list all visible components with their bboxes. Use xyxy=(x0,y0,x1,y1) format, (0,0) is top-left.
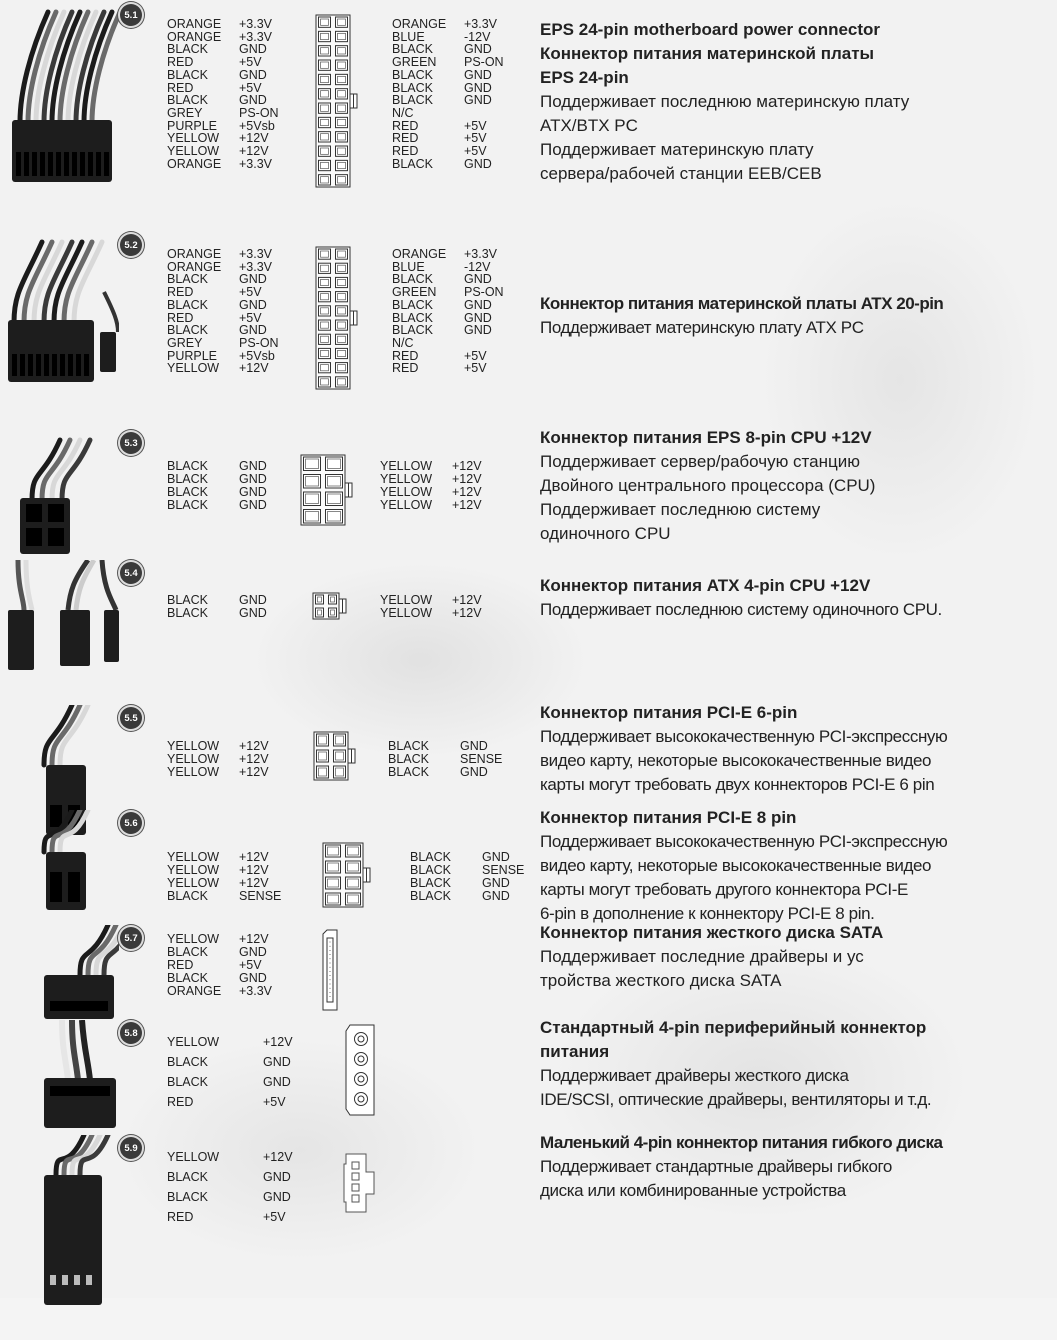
wire-color: YELLOW xyxy=(167,1150,220,1164)
wire-color: BLACK xyxy=(167,1075,208,1089)
wire-color: RED xyxy=(167,1210,194,1224)
pin-signal: GND xyxy=(464,80,492,95)
pin-signal: GND xyxy=(239,472,267,486)
pin-signal: +3.3V xyxy=(239,984,273,998)
pin-signal: PS-ON xyxy=(239,105,279,120)
pin-signal: +3.3V xyxy=(239,29,273,44)
pin-signal: +12V xyxy=(239,131,269,146)
wire-color: BLACK xyxy=(167,889,208,903)
wire-color: BLACK xyxy=(167,297,208,312)
wire-color: BLACK xyxy=(388,765,429,779)
pin-signal: +12V xyxy=(239,765,269,779)
pin-signal: +12V xyxy=(239,876,269,890)
pin-signal: GND xyxy=(239,606,267,620)
pin-signal: GND xyxy=(464,93,492,108)
pin-signal: +12V xyxy=(263,1150,293,1164)
section-number-badge: 5.2 xyxy=(120,234,142,256)
section-number-badge: 5.1 xyxy=(120,4,142,26)
pinout-diagram xyxy=(315,14,363,193)
pinout-diagram xyxy=(315,246,363,395)
pin-list-left xyxy=(167,851,299,903)
pin-signal: GND xyxy=(239,971,267,985)
pin-signal: SENSE xyxy=(460,752,503,766)
pinout-diagram xyxy=(343,1153,375,1218)
pinout-diagram xyxy=(322,929,338,1016)
wire-color: YELLOW xyxy=(167,863,220,877)
connector-description xyxy=(540,1016,1055,1112)
wire-color: ORANGE xyxy=(392,247,447,261)
pin-signal: GND xyxy=(239,93,267,108)
pin-row xyxy=(167,145,299,158)
wire-color: BLACK xyxy=(167,323,208,338)
section-number-badge: 5.6 xyxy=(120,812,142,834)
wire-color: YELLOW xyxy=(167,752,220,766)
pin-signal: GND xyxy=(464,297,492,312)
connector-title: Стандартный 4-pin периферийный коннектор питания xyxy=(540,1018,927,1061)
pin-signal: GND xyxy=(482,876,510,890)
wire-color: RED xyxy=(392,348,419,363)
pin-row xyxy=(167,248,299,261)
pinout-diagram xyxy=(312,592,352,625)
pinout-diagram-icon xyxy=(315,246,363,390)
wire-color: BLACK xyxy=(410,876,451,890)
section-number-badge: 5.4 xyxy=(120,562,142,584)
wire-color: BLACK xyxy=(410,889,451,903)
connector-section xyxy=(0,560,1057,680)
pin-signal: +3.3V xyxy=(464,247,498,261)
pin-signal: +12V xyxy=(452,498,482,512)
pin-signal: GND xyxy=(239,42,267,57)
wire-color: GREEN xyxy=(392,55,437,70)
pinout-diagram xyxy=(345,1024,375,1121)
wire-color: ORANGE xyxy=(392,17,447,31)
wire-color: BLACK xyxy=(392,310,433,325)
pin-row xyxy=(167,299,299,312)
wire-color: BLACK xyxy=(167,1190,208,1204)
wire-color: YELLOW xyxy=(167,1035,220,1049)
pin-row xyxy=(167,607,299,620)
wire-color: BLACK xyxy=(167,945,208,959)
connector-details: Поддерживает сервер/рабочую станцию Двойного центрального процессора (CPU) Поддерживает последнюю систему одиночного CPU xyxy=(540,452,876,543)
wire-color: BLUE xyxy=(392,29,425,44)
pin-signal: +12V xyxy=(239,850,269,864)
connector-description xyxy=(540,292,1055,340)
pin-signal: GND xyxy=(460,765,488,779)
pin-row xyxy=(167,1167,323,1187)
connector-description xyxy=(540,806,1055,926)
connector-section xyxy=(0,1135,1057,1295)
wire-color: YELLOW xyxy=(380,606,433,620)
wire-color: RED xyxy=(392,361,419,376)
connector-photo-icon xyxy=(4,1135,119,1335)
pin-row xyxy=(167,286,299,299)
wire-color: BLACK xyxy=(167,485,208,499)
pin-row xyxy=(380,607,512,620)
pin-list-right xyxy=(380,594,512,620)
pin-list-left xyxy=(167,740,299,779)
pin-signal: +5Vsb xyxy=(239,348,275,363)
wire-color: BLACK xyxy=(167,1170,208,1184)
wire-color: BLACK xyxy=(167,1055,208,1069)
wire-color: RED xyxy=(167,1095,194,1109)
wire-color: RED xyxy=(392,118,419,133)
connector-description xyxy=(540,18,1055,186)
wire-color: PURPLE xyxy=(167,118,218,133)
wire-color: YELLOW xyxy=(167,131,220,146)
pin-signal: +5V xyxy=(239,310,262,325)
connector-description xyxy=(540,921,1055,993)
wire-color: BLACK xyxy=(392,297,433,312)
pin-signal: +12V xyxy=(452,459,482,473)
pin-signal: +5Vsb xyxy=(239,118,275,133)
wire-color: RED xyxy=(167,80,194,95)
pin-row xyxy=(167,362,299,375)
pin-list-left xyxy=(167,248,299,375)
wire-color: ORANGE xyxy=(167,247,222,261)
pin-signal: +12V xyxy=(239,932,269,946)
wire-color: BLACK xyxy=(392,80,433,95)
pin-signal: -12V xyxy=(464,29,491,44)
pin-signal: +3.3V xyxy=(239,156,273,171)
pin-row xyxy=(392,299,524,312)
wire-color: BLACK xyxy=(410,850,451,864)
connector-section xyxy=(0,808,1057,923)
pin-signal: +3.3V xyxy=(464,17,498,31)
pin-signal: GND xyxy=(464,323,492,338)
wire-color: BLACK xyxy=(410,863,451,877)
pin-signal: GND xyxy=(464,310,492,325)
pin-row xyxy=(392,337,524,350)
wire-color: RED xyxy=(167,310,194,325)
wire-color: BLACK xyxy=(167,498,208,512)
wire-color: ORANGE xyxy=(167,29,222,44)
connector-details: Поддерживает драйверы жесткого диска IDE/SCSI, оптические драйверы, вентиляторы и т.д. xyxy=(540,1066,932,1109)
wire-color: BLACK xyxy=(167,606,208,620)
pin-signal: GND xyxy=(460,739,488,753)
pin-row xyxy=(167,69,299,82)
wire-color: BLACK xyxy=(388,739,429,753)
wire-color: BLACK xyxy=(167,42,208,57)
pin-signal: GND xyxy=(482,850,510,864)
pin-row xyxy=(392,286,524,299)
connector-details: Поддерживает высококачественную PCI-экспрессную видео карту, некоторые высококачественные видео карты могут требовать двух коннекторов PCI-E 6 pin xyxy=(540,727,948,794)
section-number-badge: 5.3 xyxy=(120,432,142,454)
connector-section xyxy=(0,430,1057,560)
connector-photo-icon xyxy=(4,232,119,432)
pin-signal: +5V xyxy=(263,1095,286,1109)
pin-row xyxy=(392,158,524,171)
wire-color: YELLOW xyxy=(167,144,220,159)
pinout-diagram-icon xyxy=(312,592,352,620)
wire-color: BLUE xyxy=(392,259,425,274)
connector-details: Поддерживает стандартные драйверы гибкого диска или комбинированные устройства xyxy=(540,1157,892,1200)
wire-color: BLACK xyxy=(392,272,433,287)
pin-list-left xyxy=(167,460,299,512)
pin-signal: GND xyxy=(239,323,267,338)
pin-signal: GND xyxy=(263,1170,291,1184)
pin-list-left xyxy=(167,933,299,998)
wire-color: N/C xyxy=(392,105,414,120)
connector-description xyxy=(540,574,1055,622)
pin-signal: GND xyxy=(464,67,492,82)
pinout-diagram-icon xyxy=(345,1024,375,1116)
pin-row xyxy=(392,362,524,375)
pin-signal: GND xyxy=(239,498,267,512)
pin-signal: +5V xyxy=(239,958,262,972)
section-number-badge: 5.8 xyxy=(120,1022,142,1044)
pin-row xyxy=(167,1147,323,1167)
connector-photo-icon xyxy=(4,2,119,202)
wire-color: BLACK xyxy=(167,93,208,108)
pin-signal: +5V xyxy=(464,348,487,363)
wire-color: N/C xyxy=(392,335,414,350)
connector-details: Поддерживает материнскую плату ATX PC xyxy=(540,318,864,337)
pin-row xyxy=(167,499,299,512)
connector-photo xyxy=(4,2,119,207)
wire-color: YELLOW xyxy=(167,876,220,890)
pin-signal: +5V xyxy=(464,361,487,376)
pin-list-left xyxy=(167,1032,323,1112)
pin-signal: +12V xyxy=(452,472,482,486)
connector-title: Коннектор питания материнской платы ATX 20-pin xyxy=(540,294,944,313)
pin-row xyxy=(392,107,524,120)
pin-row xyxy=(392,69,524,82)
section-number-badge: 5.5 xyxy=(120,707,142,729)
pin-signal: +5V xyxy=(464,144,487,159)
pin-signal: +5V xyxy=(239,80,262,95)
pin-list-left xyxy=(167,18,299,170)
connector-section xyxy=(0,2,1057,202)
pin-signal: +12V xyxy=(239,144,269,159)
wire-color: BLACK xyxy=(167,459,208,473)
wire-color: BLACK xyxy=(388,752,429,766)
pin-signal: +12V xyxy=(452,606,482,620)
connector-title: Коннектор питания жесткого диска SATA xyxy=(540,923,884,942)
pin-list-right xyxy=(392,248,524,375)
pin-signal: SENSE xyxy=(482,863,525,877)
pin-row xyxy=(167,1207,323,1227)
pin-signal: SENSE xyxy=(239,889,282,903)
connector-description xyxy=(540,426,1055,546)
pin-signal: GND xyxy=(464,272,492,287)
wire-color: RED xyxy=(167,285,194,300)
section-number-badge: 5.9 xyxy=(120,1137,142,1159)
pinout-diagram xyxy=(322,842,376,913)
pin-signal xyxy=(464,107,524,120)
pin-signal: GND xyxy=(239,297,267,312)
pinout-diagram-icon xyxy=(343,1153,375,1213)
pinout-diagram-icon xyxy=(322,842,376,908)
pin-row xyxy=(392,56,524,69)
connector-title: Коннектор питания PCI-E 6-pin xyxy=(540,703,798,722)
wire-color: YELLOW xyxy=(167,932,220,946)
pinout-diagram-icon xyxy=(313,731,361,781)
pin-row xyxy=(167,158,299,171)
wire-color: BLACK xyxy=(167,472,208,486)
wire-color: BLACK xyxy=(392,42,433,57)
connector-photo xyxy=(4,232,119,437)
wire-color: ORANGE xyxy=(167,259,222,274)
pin-signal: GND xyxy=(464,42,492,57)
pinout-diagram-icon xyxy=(300,454,358,526)
pin-list-left xyxy=(167,594,299,620)
wire-color: GREEN xyxy=(392,285,437,300)
pin-signal: +12V xyxy=(239,361,269,376)
connector-details: Поддерживает последнюю материнскую плату ATX/BTX PC Поддерживает материнскую плату сервера/рабочей станции EEB/CEB xyxy=(540,92,910,183)
connector-section xyxy=(0,1020,1057,1140)
connector-details: Поддерживает высококачественную PCI-экспрессную видео карту, некоторые высококачественные видео карты могут требовать другого коннектора PCI-E 6-pin в дополнение к коннектору PCI-E 8 pin. xyxy=(540,832,948,923)
pin-row xyxy=(380,499,512,512)
pin-signal: GND xyxy=(239,593,267,607)
pin-signal: GND xyxy=(239,67,267,82)
pin-list-right xyxy=(388,740,520,779)
pin-signal: PS-ON xyxy=(239,335,279,350)
pin-row xyxy=(410,890,542,903)
pin-signal: +12V xyxy=(239,739,269,753)
wire-color: YELLOW xyxy=(380,498,433,512)
pin-list-right xyxy=(392,18,524,170)
pin-list-right xyxy=(380,460,512,512)
pin-signal: +5V xyxy=(464,131,487,146)
pin-row xyxy=(167,985,299,998)
pin-signal: +12V xyxy=(452,593,482,607)
connector-title: Коннектор питания PCI-E 8 pin xyxy=(540,808,797,827)
connector-title: Маленький 4-pin коннектор питания гибкого диска xyxy=(540,1133,943,1152)
connector-section xyxy=(0,232,1057,397)
pin-signal: +5V xyxy=(239,285,262,300)
pin-signal: +5V xyxy=(239,55,262,70)
pin-signal: -12V xyxy=(464,259,491,274)
pin-row xyxy=(167,107,299,120)
wire-color: YELLOW xyxy=(167,765,220,779)
pin-signal: +3.3V xyxy=(239,247,273,261)
pin-row xyxy=(167,890,299,903)
wire-color: ORANGE xyxy=(167,17,222,31)
pin-row xyxy=(392,18,524,31)
pinout-diagram xyxy=(300,454,358,531)
wire-color: YELLOW xyxy=(380,472,433,486)
connector-title: EPS 24-pin motherboard power connector Коннектор питания материнской платы EPS 24-pin xyxy=(540,20,881,87)
pin-signal: +12V xyxy=(239,752,269,766)
wire-color: BLACK xyxy=(392,93,433,108)
pinout-diagram xyxy=(313,731,361,786)
pin-signal: +12V xyxy=(452,485,482,499)
pin-signal: PS-ON xyxy=(464,55,504,70)
pin-row xyxy=(167,1072,323,1092)
pinout-diagram-icon xyxy=(315,14,363,188)
wire-color: YELLOW xyxy=(167,739,220,753)
pin-signal: GND xyxy=(464,156,492,171)
pin-signal: +5V xyxy=(263,1210,286,1224)
pin-row xyxy=(167,1092,323,1112)
pin-row xyxy=(167,1032,323,1052)
pin-signal: +3.3V xyxy=(239,17,273,31)
pin-signal: GND xyxy=(263,1055,291,1069)
connector-description xyxy=(540,701,1055,797)
wire-color: GREY xyxy=(167,335,203,350)
wire-color: RED xyxy=(167,958,194,972)
section-number-badge: 5.7 xyxy=(120,927,142,949)
wire-color: RED xyxy=(167,55,194,70)
pin-list-left xyxy=(167,1147,323,1227)
pin-row xyxy=(167,1052,323,1072)
pin-row xyxy=(167,1187,323,1207)
pinout-diagram-icon xyxy=(322,929,338,1011)
connector-details: Поддерживает последнюю систему одиночного CPU. xyxy=(540,600,942,619)
pin-row xyxy=(392,248,524,261)
wire-color: BLACK xyxy=(392,156,433,171)
wire-color: YELLOW xyxy=(380,485,433,499)
connector-section xyxy=(0,705,1057,815)
connector-title: Коннектор питания EPS 8-pin CPU +12V xyxy=(540,428,872,447)
pin-signal: +5V xyxy=(464,118,487,133)
wire-color: BLACK xyxy=(167,593,208,607)
pin-signal: GND xyxy=(482,889,510,903)
wire-color: BLACK xyxy=(167,272,208,287)
wire-color: YELLOW xyxy=(380,593,433,607)
wire-color: RED xyxy=(392,131,419,146)
connector-photo xyxy=(4,1135,119,1340)
pin-signal: GND xyxy=(239,485,267,499)
pin-signal: PS-ON xyxy=(464,285,504,300)
wire-color: BLACK xyxy=(167,971,208,985)
wire-color: BLACK xyxy=(167,67,208,82)
pin-signal: +3.3V xyxy=(239,259,273,274)
pin-row xyxy=(167,337,299,350)
wire-color: ORANGE xyxy=(167,984,222,998)
pin-row xyxy=(167,766,299,779)
pin-signal: +12V xyxy=(239,863,269,877)
wire-color: YELLOW xyxy=(167,850,220,864)
pin-signal: GND xyxy=(263,1190,291,1204)
pin-signal: +12V xyxy=(263,1035,293,1049)
pin-row xyxy=(167,56,299,69)
pin-list-right xyxy=(410,851,542,903)
wire-color: GREY xyxy=(167,105,203,120)
pin-row xyxy=(392,145,524,158)
connector-description xyxy=(540,1131,1055,1203)
wire-color: BLACK xyxy=(392,323,433,338)
wire-color: PURPLE xyxy=(167,348,218,363)
pin-signal: GND xyxy=(239,272,267,287)
pin-row xyxy=(167,18,299,31)
pin-signal: GND xyxy=(239,459,267,473)
pin-row xyxy=(388,766,520,779)
connector-title: Коннектор питания ATX 4-pin CPU +12V xyxy=(540,576,871,595)
pin-signal: GND xyxy=(239,945,267,959)
wire-color: BLACK xyxy=(392,67,433,82)
connector-section xyxy=(0,925,1057,1025)
connector-details: Поддерживает последние драйверы и ус тройства жесткого диска SATA xyxy=(540,947,864,990)
pin-signal: GND xyxy=(263,1075,291,1089)
wire-color: YELLOW xyxy=(167,361,220,376)
pin-signal xyxy=(464,337,524,350)
wire-color: RED xyxy=(392,144,419,159)
wire-color: YELLOW xyxy=(380,459,433,473)
wire-color: ORANGE xyxy=(167,156,222,171)
